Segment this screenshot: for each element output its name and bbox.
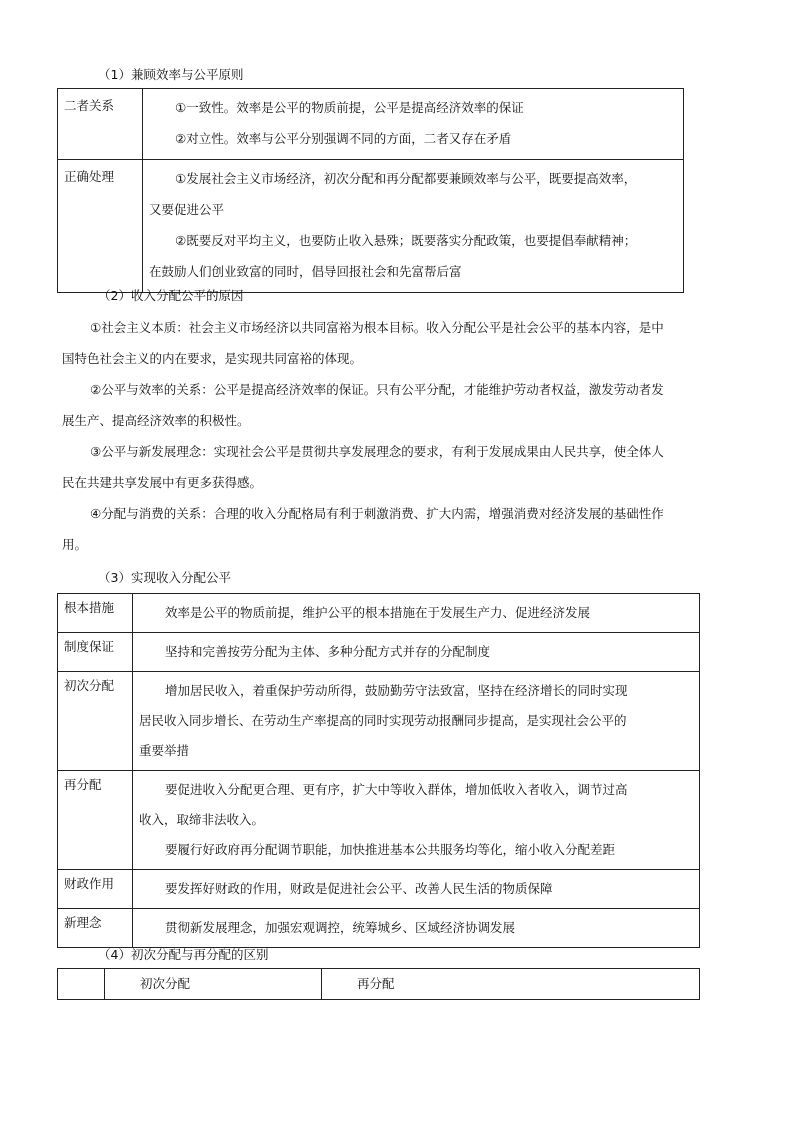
reason-paragraph — [62, 498, 734, 560]
section1-heading: （1）兼顾效率与公平原则 — [98, 67, 244, 82]
section4-heading: （4）初次分配与再分配的区别 — [98, 947, 269, 962]
efficiency-fairness-table — [57, 88, 684, 293]
distribution-comparison-table — [57, 968, 700, 1000]
table-row — [58, 160, 684, 293]
section3-heading: （3）实现收入分配公平 — [98, 570, 231, 585]
content-line: 贯彻新发展理念，加强宏观调控，统筹城乡、区域经济协调发展 — [165, 920, 516, 935]
row-label: 初次分配 — [58, 672, 133, 771]
content-line: 在鼓励人们创业致富的同时，倡导回报社会和先富帮后富 — [149, 264, 462, 279]
paragraph-line: ③公平与新发展理念：实现社会公平是贯彻共享发展理念的要求，有利于发展成果由人民共享，使全体人 — [90, 444, 664, 459]
row-content — [133, 870, 700, 909]
paragraph-line: 民在共建共享发展中有更多获得感。 — [62, 475, 263, 490]
paragraph-line: ①社会主义本质：社会主义市场经济以共同富裕为根本目标。收入分配公平是社会公平的基本内容，是中 — [90, 320, 664, 335]
row-label: 二者关系 — [58, 89, 143, 160]
row-content — [143, 160, 684, 293]
content-line: 居民收入同步增长、在劳动生产率提高的同时实现劳动报酬同步提高，是实现社会公平的 — [139, 713, 627, 728]
row-content — [133, 633, 700, 672]
column-header — [58, 969, 105, 1000]
column-header: 初次分配 — [105, 969, 322, 1000]
reason-paragraph — [62, 374, 734, 436]
section2-heading: （2）收入分配公平的原因 — [98, 288, 244, 303]
paragraph-line: 国特色社会主义的内在要求，是实现共同富裕的体现。 — [62, 351, 363, 366]
content-line: 又要促进公平 — [149, 202, 225, 217]
table-row — [58, 89, 684, 160]
row-content — [133, 594, 700, 633]
reason-paragraph — [62, 312, 734, 374]
paragraph-line: ④分配与消费的关系：合理的收入分配格局有利于刺激消费、扩大内需，增强消费对经济发展的基础性作 — [90, 506, 664, 521]
content-line: 要促进收入分配更合理、更有序，扩大中等收入群体，增加低收入者收入，调节过高 — [165, 782, 628, 797]
content-line: 坚持和完善按劳分配为主体、多种分配方式并存的分配制度 — [165, 644, 491, 659]
paragraph-line: ②公平与效率的关系：公平是提高经济效率的保证。只有公平分配，才能维护劳动者权益，激发劳动者发 — [90, 382, 664, 397]
row-label: 制度保证 — [58, 633, 133, 672]
table-row — [58, 771, 700, 870]
income-fairness-table — [57, 593, 700, 948]
paragraph-line: 用。 — [62, 537, 88, 552]
table-header-row — [58, 969, 700, 1000]
table-row — [58, 594, 700, 633]
row-label: 新理念 — [58, 909, 133, 948]
content-line: 收入，取缔非法收入。 — [139, 812, 265, 827]
table-row — [58, 633, 700, 672]
content-line: ①一致性。效率是公平的物质前提，公平是提高经济效率的保证 — [175, 100, 524, 115]
content-line: ①发展社会主义市场经济，初次分配和再分配都要兼顾效率与公平，既要提高效率， — [175, 171, 637, 186]
table-row — [58, 909, 700, 948]
content-line: 增加居民收入，着重保护劳动所得，鼓励勤劳守法致富，坚持在经济增长的同时实现 — [165, 683, 628, 698]
row-content — [133, 909, 700, 948]
content-line: 要发挥好财政的作用，财政是促进社会公平、改善人民生活的物质保障 — [165, 881, 553, 896]
content-line: ②对立性。效率与公平分别强调不同的方面，二者又存在矛盾 — [175, 131, 512, 146]
content-line: 重要举措 — [139, 743, 190, 758]
row-label: 再分配 — [58, 771, 133, 870]
content-line: 要履行好政府再分配调节职能，加快推进基本公共服务均等化，缩小收入分配差距 — [165, 842, 616, 857]
content-line: ②既要反对平均主义，也要防止收入悬殊；既要落实分配政策，也要提倡奉献精神； — [175, 233, 637, 248]
table-row — [58, 870, 700, 909]
table-row — [58, 672, 700, 771]
reason-paragraph — [62, 436, 734, 498]
column-header: 再分配 — [322, 969, 700, 1000]
paragraph-line: 展生产、提高经济效率的积极性。 — [62, 413, 250, 428]
content-line: 效率是公平的物质前提，维护公平的根本措施在于发展生产力、促进经济发展 — [165, 605, 591, 620]
row-content — [143, 89, 684, 160]
row-label: 正确处理 — [58, 160, 143, 293]
row-label: 根本措施 — [58, 594, 133, 633]
row-content — [133, 672, 700, 771]
row-label: 财政作用 — [58, 870, 133, 909]
row-content — [133, 771, 700, 870]
